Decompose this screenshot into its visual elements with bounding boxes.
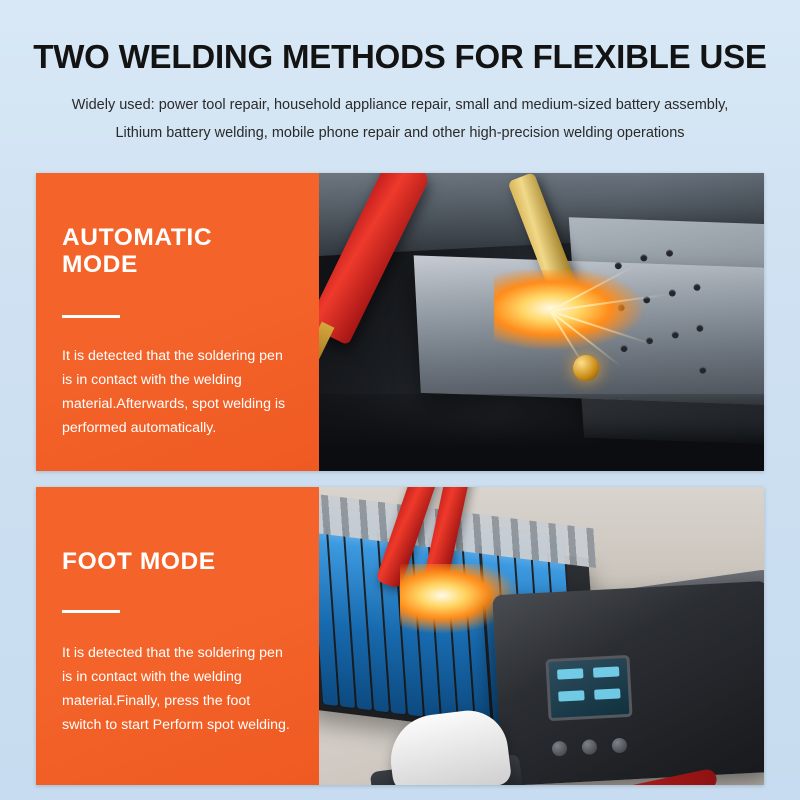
divider-rule [62, 315, 120, 318]
automatic-mode-photo [319, 173, 764, 471]
page-subtitle-line-1: Widely used: power tool repair, household appliance repair, small and medium-sized battery assembly, [71, 97, 729, 113]
panel-foot-mode [36, 487, 764, 785]
welder-display-screen [545, 655, 632, 721]
divider-rule [62, 610, 120, 613]
foot-mode-photo [319, 487, 764, 785]
page-header [0, 0, 800, 146]
panel-foot-text-block [36, 487, 319, 785]
page-subtitle-line-2: Lithium battery welding, mobile phone repair and other high-precision welding operations [115, 125, 685, 141]
page-title: TWO WELDING METHODS FOR FLEXIBLE USE [33, 38, 767, 75]
foot-mode-title: FOOT MODE [62, 548, 216, 575]
photo-shadow [319, 394, 764, 471]
molten-bead [573, 355, 599, 381]
foot-mode-description: It is detected that the soldering pen is in contact with the welding material.Finally, press the foot switch to start Perform spot welding. [62, 644, 290, 733]
panel-automatic-mode [36, 173, 764, 471]
automatic-mode-description: It is detected that the soldering pen is in contact with the welding material.Afterwards, spot welding is performed automatically. [62, 347, 286, 436]
panel-automatic-text-block [36, 173, 319, 471]
automatic-mode-title: AUTOMATIC MODE [62, 224, 213, 278]
